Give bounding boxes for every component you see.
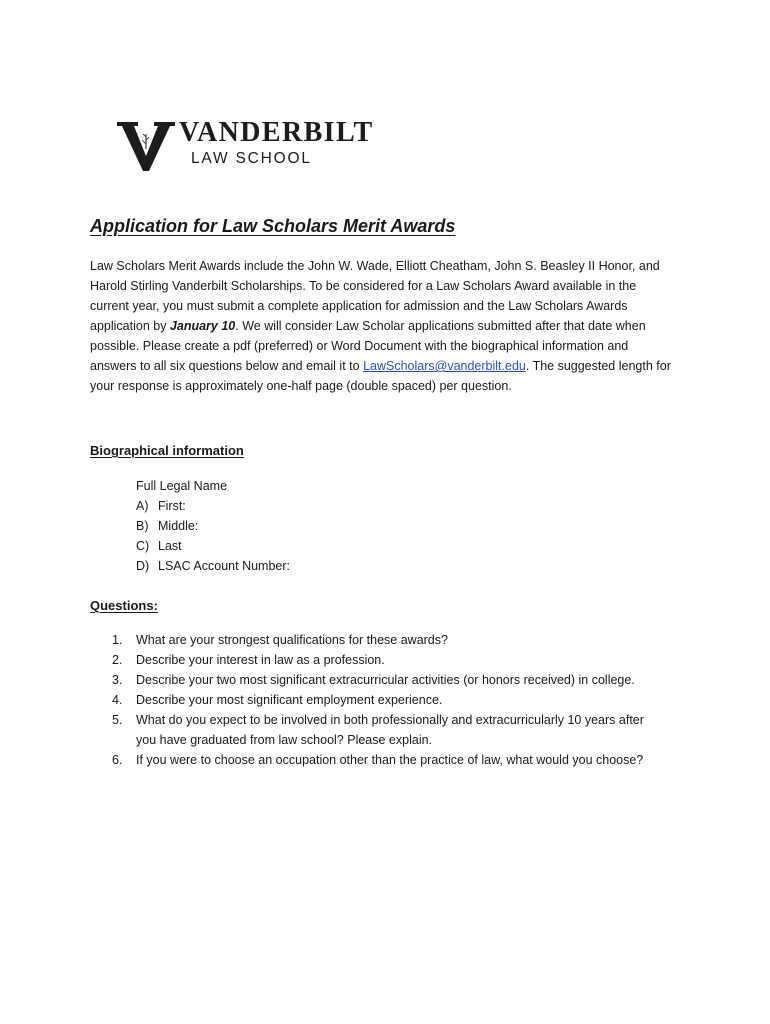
question-text: Describe your most significant employment experience. <box>136 693 443 707</box>
biographical-list <box>136 476 290 576</box>
intro-line <box>90 316 690 336</box>
question-number: 6. <box>112 753 123 767</box>
intro-line: current year, you must submit a complete application for admission and the Law Scholars Awards <box>90 299 628 313</box>
intro-line: possible. Please create a pdf (preferred) or Word Document with the biographical information and <box>90 339 629 353</box>
question-text: What are your strongest qualifications for these awards? <box>136 633 448 647</box>
intro-line <box>90 356 690 376</box>
question-number: 5. <box>112 713 123 727</box>
email-link[interactable]: LawScholars@vanderbilt.edu <box>363 359 526 373</box>
intro-text: answers to all six questions below and email it to <box>90 359 364 373</box>
logo-subtitle: LAW SCHOOL <box>191 150 312 167</box>
intro-paragraph <box>90 256 690 396</box>
intro-line: Harold Stirling Vanderbilt Scholarships. To be considered for a Law Scholars Award available in the <box>90 279 637 293</box>
intro-line: your response is approximately one-half page (double spaced) per question. <box>90 379 512 393</box>
list-item-text: First: <box>158 499 186 513</box>
list-item <box>136 496 290 516</box>
list-item <box>136 536 290 556</box>
list-item <box>136 556 290 576</box>
biographical-heading: Biographical information <box>90 443 244 458</box>
question-item <box>112 670 712 690</box>
deadline-date: January 10 <box>169 319 236 333</box>
intro-text: . The suggested length for <box>525 359 671 373</box>
question-text: Describe your two most significant extracurricular activities (or honors received) in college. <box>136 673 635 687</box>
intro-line: Law Scholars Merit Awards include the John W. Wade, Elliott Cheatham, John S. Beasley II Honor, and <box>90 259 660 273</box>
question-text-continued: you have graduated from law school? Please explain. <box>136 733 433 747</box>
list-marker: C) <box>136 539 150 553</box>
list-item-text: Middle: <box>158 519 199 533</box>
list-item <box>136 516 290 536</box>
list-marker: A) <box>136 499 149 513</box>
list-marker: D) <box>136 559 150 573</box>
question-number: 2. <box>112 653 123 667</box>
vanderbilt-law-logo <box>116 118 386 174</box>
vanderbilt-oak-v-icon <box>116 120 176 172</box>
question-text: If you were to choose an occupation other than the practice of law, what would you choose? <box>136 753 644 767</box>
questions-list <box>112 630 712 770</box>
question-item <box>112 750 712 770</box>
logo-wordmark: VANDERBILT <box>179 117 374 148</box>
question-item <box>112 650 712 670</box>
question-item <box>112 690 712 710</box>
question-item <box>112 630 712 650</box>
question-text: What do you expect to be involved in both professionally and extracurricularly 10 years after <box>136 713 644 727</box>
question-text: Describe your interest in law as a profession. <box>136 653 385 667</box>
list-marker: B) <box>136 519 149 533</box>
list-item-text: LSAC Account Number: <box>158 559 291 573</box>
question-number: 4. <box>112 693 123 707</box>
full-legal-name-label: Full Legal Name <box>136 479 228 493</box>
questions-heading: Questions: <box>90 598 158 613</box>
page-title: Application for Law Scholars Merit Awards <box>90 216 456 236</box>
intro-text: application by <box>90 319 170 333</box>
intro-text: . We will consider Law Scholar applications submitted after that date when <box>235 319 646 333</box>
question-number: 1. <box>112 633 123 647</box>
list-item-text: Last <box>158 539 182 553</box>
question-number: 3. <box>112 673 123 687</box>
question-item <box>112 710 712 750</box>
